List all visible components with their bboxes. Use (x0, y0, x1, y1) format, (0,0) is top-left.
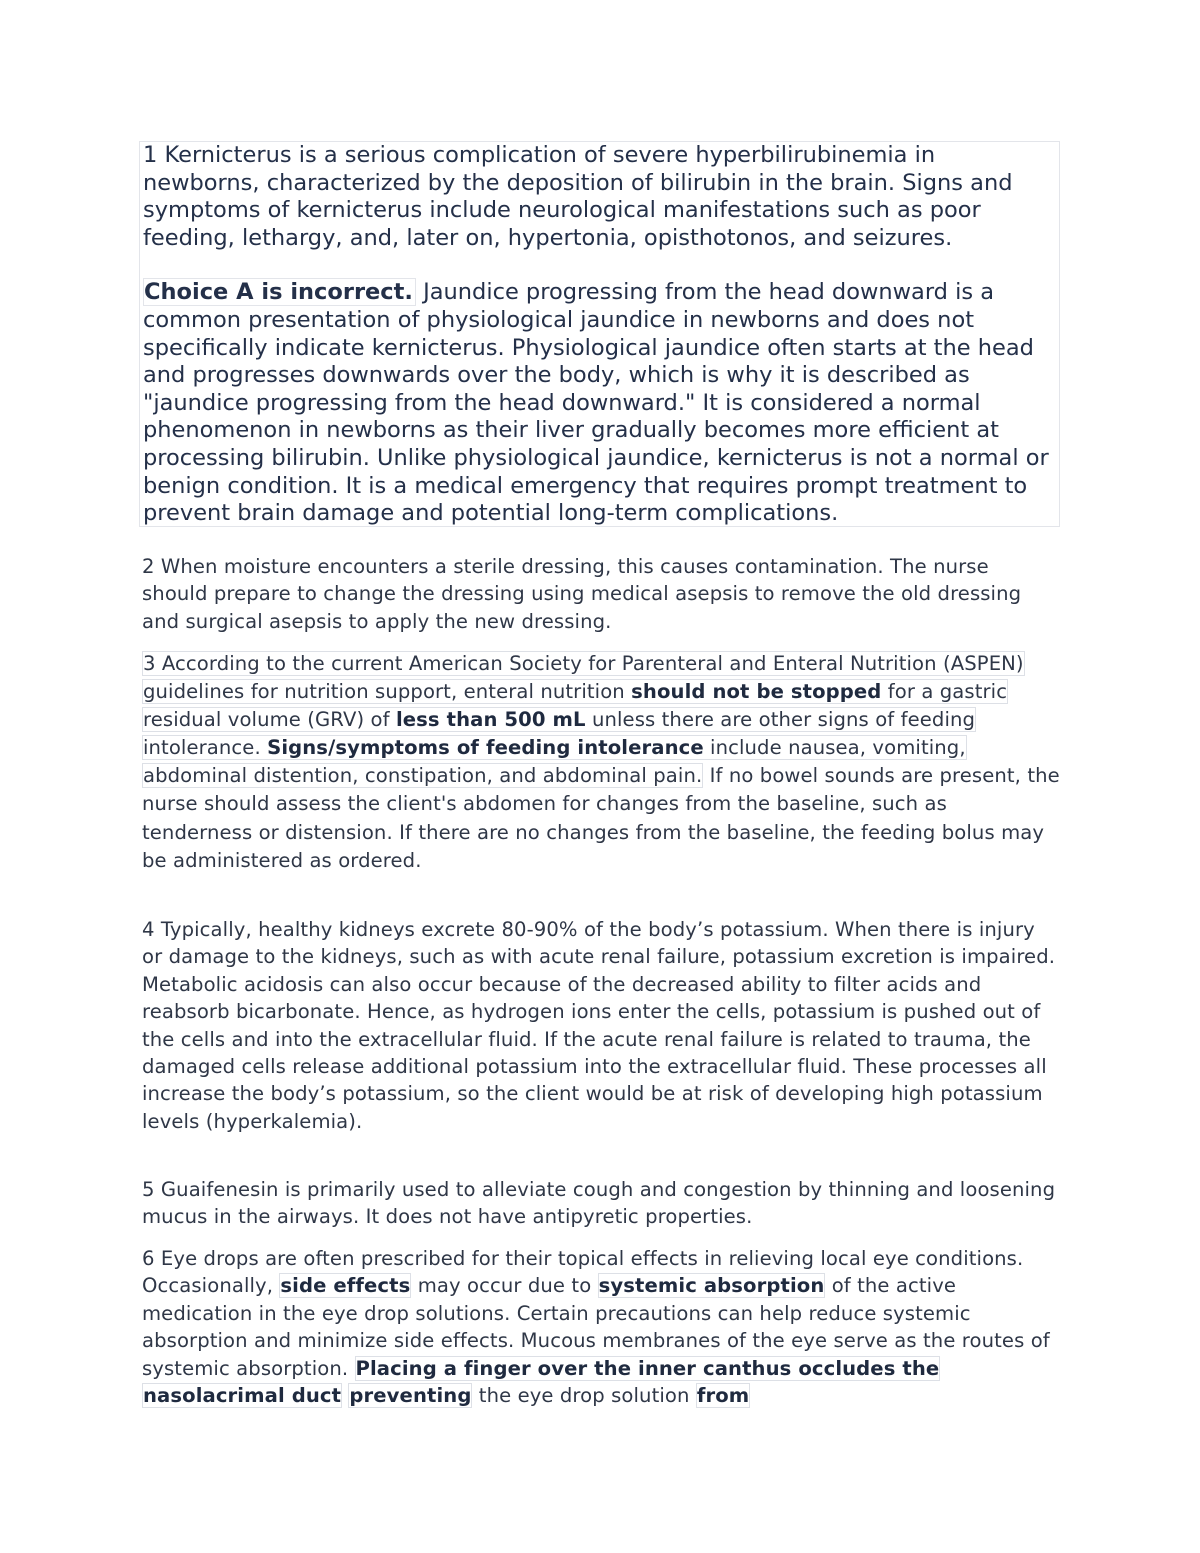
answer-6-bold-3: Placing a finger over the inner canthus occludes the nasolacrimal duct (143, 1356, 940, 1408)
answer-3-text-2: for a gastric residual volume (GRV) of (143, 680, 1008, 732)
answer-1-paragraph: 1 Kernicterus is a serious complication of severe hyperbilirubinemia in newborns, characterized by the deposition of bilirubin in the brain. Signs and symptoms of kernicterus include neurological manifestations such as poor feeding, lethargy, and, later on, hypertonia, opisthotonos, and seizures. (143, 142, 1013, 251)
answer-3-bold-1: should not be stopped (631, 680, 882, 704)
answer-3-text-5: If no bowel sounds are present, the nurse should assess the client's abdomen for changes from the baseline, such as tenderness or distension. If there are no changes from the baseline, the feeding bolus may be administered as ordered. (142, 764, 1060, 872)
answer-1-explanation (143, 279, 1057, 527)
answer-3-bold-3: Signs/symptoms of feeding intolerance (267, 736, 704, 760)
answer-3-text-3: unless there are other signs of feeding intolerance. (143, 708, 976, 760)
answer-6-bold-2: systemic absorption (598, 1274, 825, 1298)
answer-6-paragraph (142, 1245, 1060, 1409)
answer-6-bold-1: side effects (280, 1274, 411, 1298)
answer-6-text-2: may occur due to (411, 1274, 598, 1298)
answer-4-paragraph: 4 Typically, healthy kidneys excrete 80-90% of the body’s potassium. When there is injury or damage to the kidneys, such as with acute renal failure, potassium excretion is impaired. Metabolic acidosis can also occur because of the decreased ability to filter acids and reabsorb bicarbonate. Hence, as hydrogen ions enter the cells, potassium is pushed out of the cells and into the extracellular fluid. If the acute renal failure is related to trauma, the damaged cells release additional potassium into the extracellular fluid. These processes all increase the body’s potassium, so the client would be at risk of developing high potassium levels (hyperkalemia). (142, 918, 1056, 1133)
answer-6-text-5: the eye drop solution (472, 1384, 696, 1408)
answer-6-text-3: of the active medication in the eye drop solutions. Certain precautions can help reduce systemic absorption and minimize side effects. Mucous membranes of the eye serve as the routes of systemic absorption. (142, 1274, 1050, 1380)
answer-1-block (139, 141, 1060, 527)
answer-3-text-1: 3 According to the current American Society for Parenteral and Enteral Nutrition (ASPEN) guidelines for nutrition support, enteral nutrition (143, 652, 1024, 704)
answer-6-text-1: 6 Eye drops are often prescribed for their topical effects in relieving local eye conditions. Occasionally, (142, 1247, 1024, 1298)
answer-3-text-4: include nausea, vomiting, abdominal distention, constipation, and abdominal pain. (143, 736, 966, 788)
answer-2-paragraph: 2 When moisture encounters a sterile dressing, this causes contamination. The nurse should prepare to change the dressing using medical asepsis to remove the old dressing and surgical asepsis to apply the new dressing. (142, 555, 1022, 633)
answer-6-bold-5: from (696, 1384, 750, 1408)
answer-6-bold-4: preventing (349, 1384, 472, 1408)
answer-5-paragraph: 5 Guaifenesin is primarily used to alleviate cough and congestion by thinning and loosening mucus in the airways. It does not have antipyretic properties. (142, 1178, 1056, 1229)
answer-3-paragraph (142, 650, 1060, 875)
choice-a-explanation: Jaundice progressing from the head downward is a common presentation of physiological jaundice in newborns and does not specifically indicate kernicterus. Physiological jaundice often starts at the head and progresses downwards over the body, which is why it is described as "jaundice progressing from the head downward." It is considered a normal phenomenon in newborns as their liver gradually becomes more efficient at processing bilirubin. Unlike physiological jaundice, kernicterus is not a normal or benign condition. It is a medical emergency that requires prompt treatment to prevent brain damage and potential long-term complications. (143, 279, 1049, 527)
choice-a-label: Choice A is incorrect. (143, 278, 416, 306)
answer-3-bold-2: less than 500 mL (395, 708, 586, 732)
